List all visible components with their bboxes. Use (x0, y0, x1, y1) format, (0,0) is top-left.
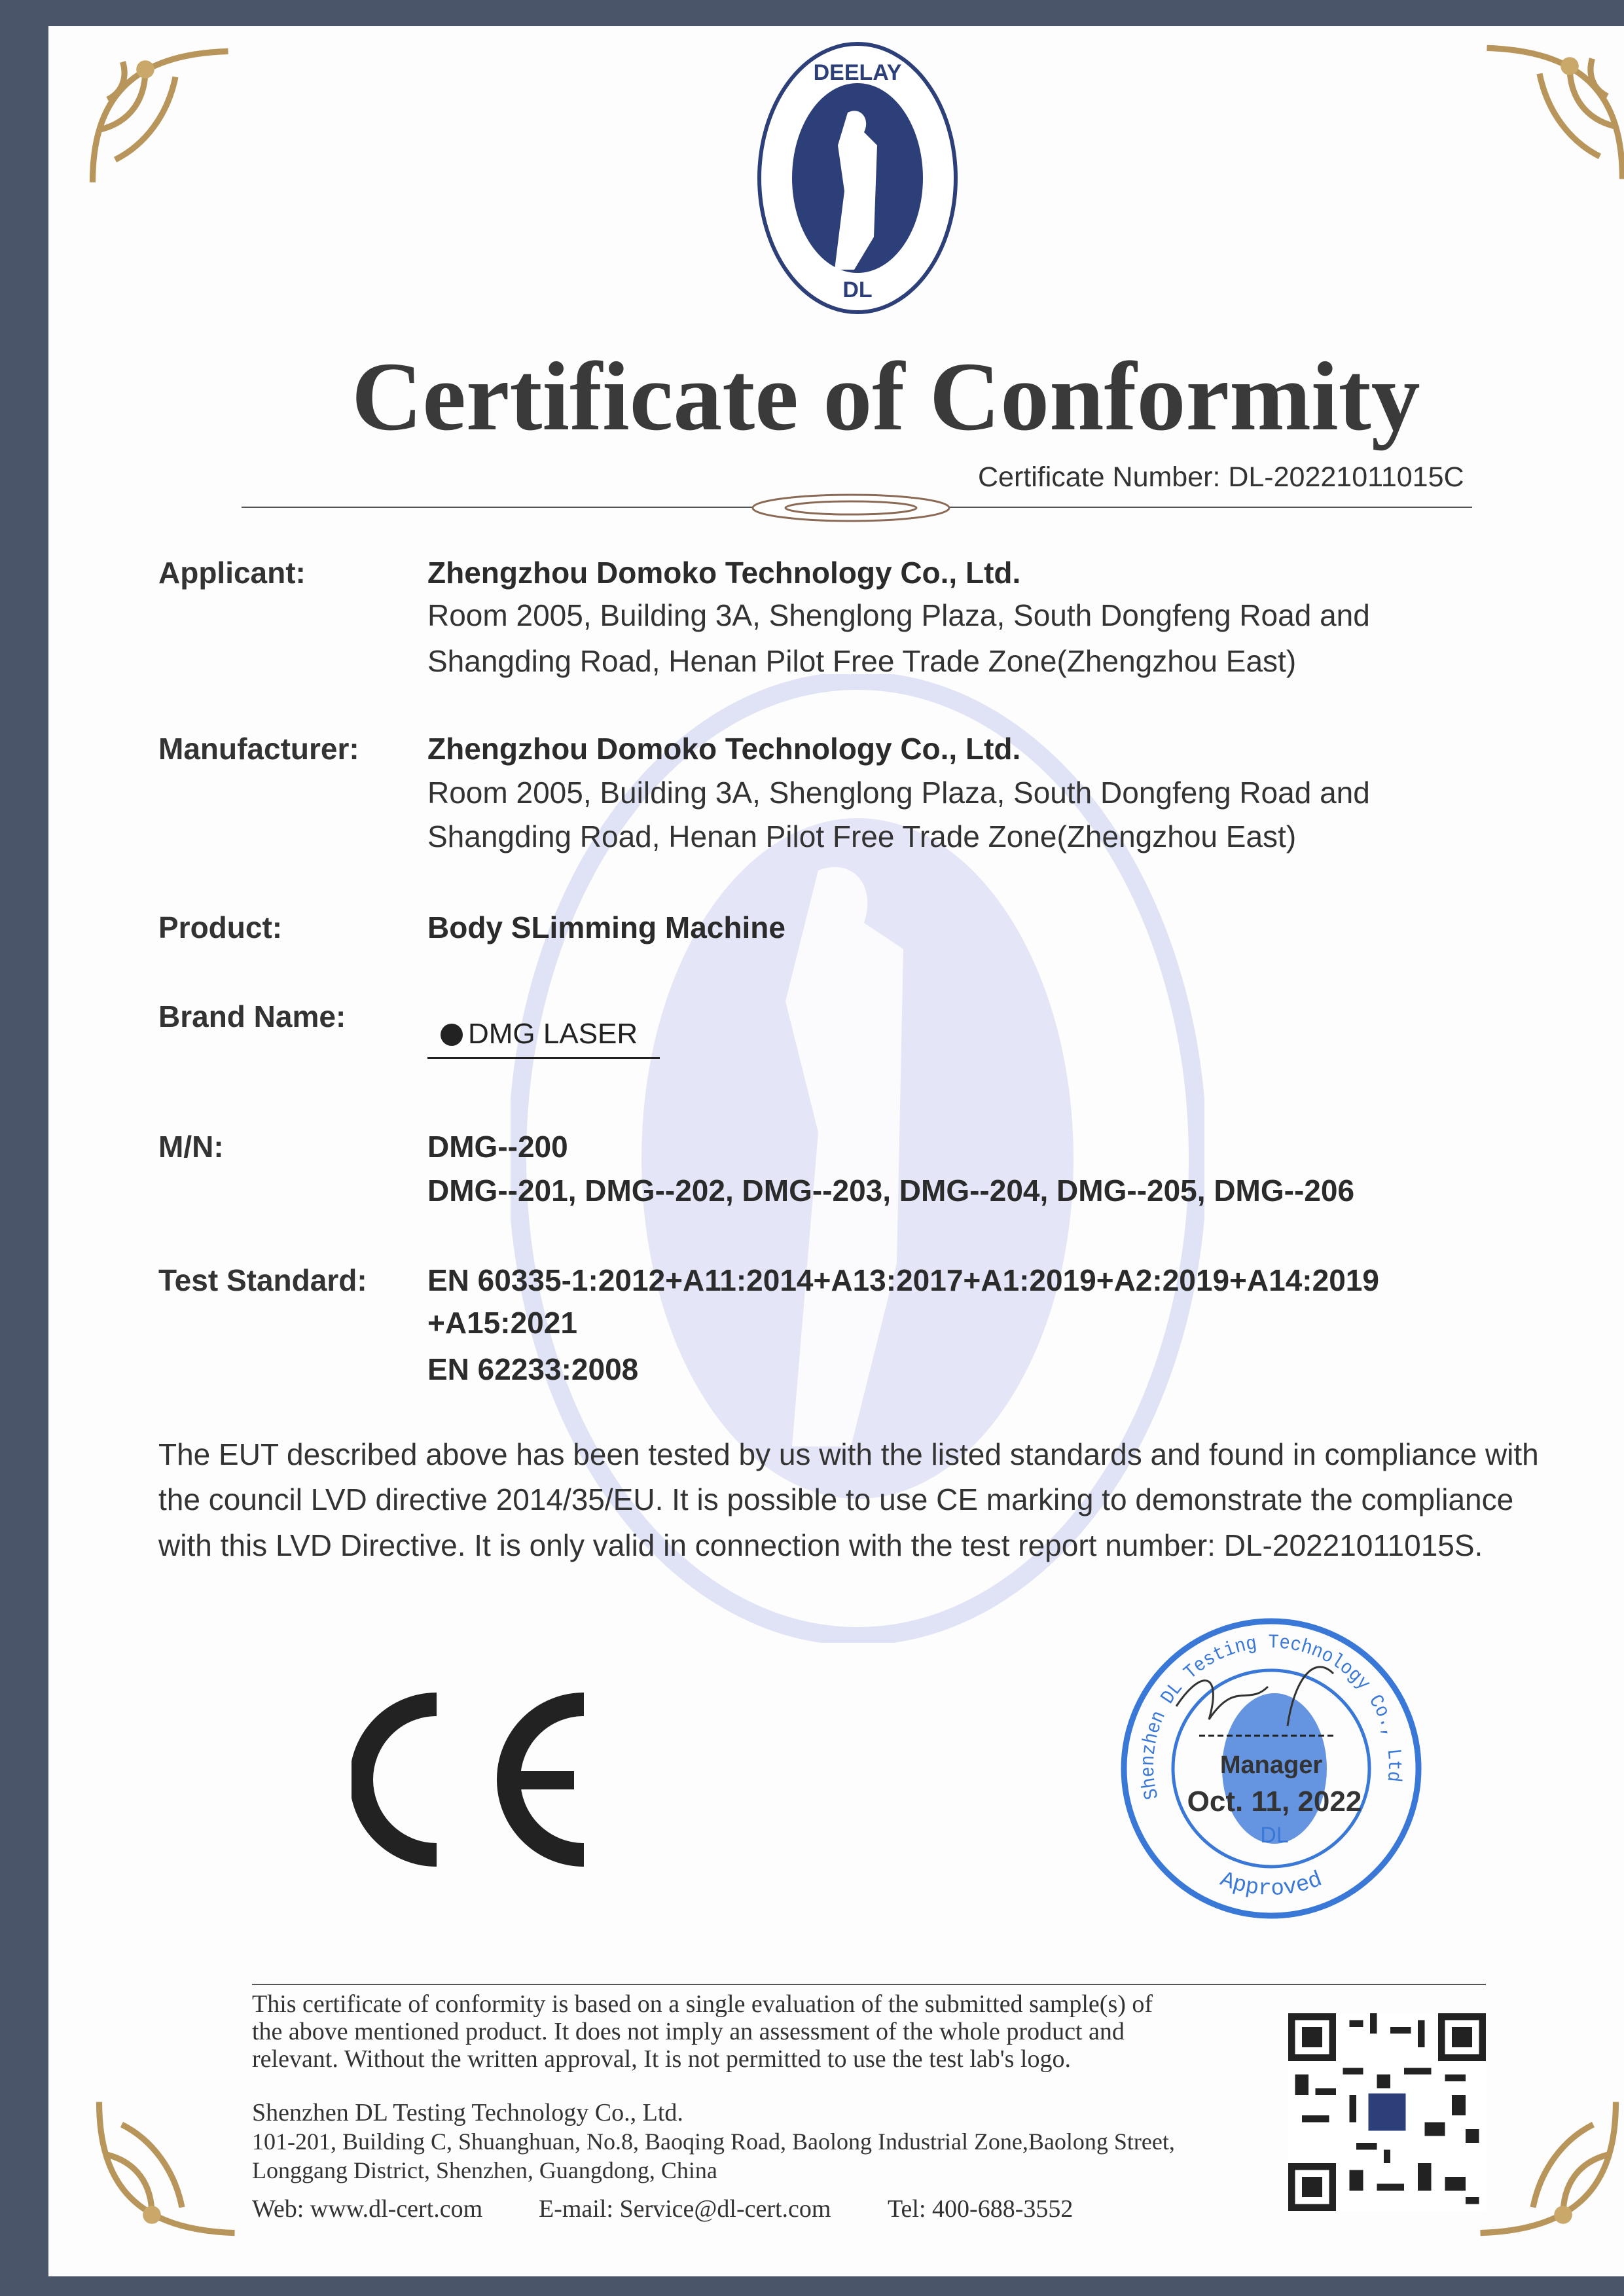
applicant-label: Applicant: (158, 556, 306, 590)
standard-line3: EN 62233:2008 (427, 1352, 639, 1386)
brand-value: DMG LASER (468, 1018, 638, 1050)
standard-line2: +A15:2021 (427, 1306, 577, 1340)
corner-ornament-icon (1479, 36, 1624, 187)
lab-address-line1: 101-201, Building C, Shuanghuan, No.8, Baoqing Road, Baolong Industrial Zone,Baolong Street, (252, 2128, 1175, 2155)
lab-web-link[interactable]: Web: www.dl-cert.com (252, 2195, 483, 2223)
svg-text:Approved (1217, 1867, 1326, 1902)
manufacturer-label: Manufacturer: (158, 732, 359, 766)
manufacturer-address-line2: Shangding Road, Henan Pilot Free Trade Zone(Zhengzhou East) (427, 819, 1297, 853)
disclaimer-line: This certificate of conformity is based on a single evaluation of the submitted sample(s) of (252, 1990, 1153, 2018)
stamp-approved-text: Approved (1216, 1867, 1326, 1902)
brand-logo-icon (441, 1024, 463, 1046)
stamp-date: Oct. 11, 2022 (1187, 1785, 1362, 1818)
applicant-address-line1: Room 2005, Building 3A, Shenglong Plaza, South Dongfeng Road and (427, 598, 1370, 632)
statement-line: The EUT described above has been tested by us with the listed standards and found in compliance with (158, 1437, 1539, 1471)
manufacturer-name: Zhengzhou Domoko Technology Co., Ltd. (427, 732, 1021, 766)
footer-divider (252, 1984, 1486, 1985)
statement-line: the council LVD directive 2014/35/EU. It is possible to use CE marking to demonstrate the compliance (158, 1482, 1514, 1516)
approval-stamp (1117, 1615, 1425, 1922)
lab-company-name: Shenzhen DL Testing Technology Co., Ltd. (252, 2099, 683, 2126)
page-title: Certificate of Conformity (352, 342, 1420, 451)
logo-top-text: DEELAY (813, 60, 902, 85)
model-line2: DMG--201, DMG--202, DMG--203, DMG--204, DMG--205, DMG--206 (427, 1174, 1355, 1208)
stamp-ring-text: Shenzhen DL Testing Technology Co., Ltd (1137, 1632, 1405, 1802)
lab-email-link[interactable]: E-mail: Service@dl-cert.com (539, 2195, 831, 2223)
ce-mark-icon (352, 1691, 600, 1868)
model-line1: DMG--200 (427, 1130, 568, 1164)
disclaimer-line: the above mentioned product. It does not imply an assessment of the whole product and (252, 2018, 1125, 2045)
corner-ornament-icon (1473, 2094, 1623, 2245)
lab-phone: Tel: 400-688-3552 (888, 2195, 1074, 2223)
product-value: Body SLimming Machine (427, 910, 785, 944)
stamp-role: Manager (1219, 1751, 1323, 1779)
stamp-center-text: DL (1260, 1823, 1289, 1848)
corner-ornament-icon (92, 2094, 242, 2245)
lab-address-line2: Longgang District, Shenzhen, Guangdong, China (252, 2157, 717, 2183)
deelay-logo (756, 41, 959, 315)
standard-label: Test Standard: (158, 1263, 367, 1297)
brand-logo (427, 1018, 660, 1059)
corner-ornament-icon (85, 39, 236, 190)
logo-bottom-text: DL (842, 278, 873, 302)
standard-line1: EN 60335-1:2012+A11:2014+A13:2017+A1:2019+A2:2019+A14:2019 (427, 1263, 1379, 1297)
applicant-address-line2: Shangding Road, Henan Pilot Free Trade Zone(Zhengzhou East) (427, 644, 1297, 678)
manufacturer-address-line1: Room 2005, Building 3A, Shenglong Plaza, South Dongfeng Road and (427, 776, 1370, 810)
product-label: Product: (158, 910, 283, 944)
brand-label: Brand Name: (158, 999, 346, 1033)
model-label: M/N: (158, 1130, 224, 1164)
statement-line: with this LVD Directive. It is only valid in connection with the test report number: DL-20221011015S. (158, 1528, 1483, 1562)
disclaimer-line: relevant. Without the written approval, It is not permitted to use the test lab's logo. (252, 2045, 1071, 2073)
divider-ornament-icon (746, 490, 956, 526)
applicant-name: Zhengzhou Domoko Technology Co., Ltd. (427, 556, 1021, 590)
qr-code[interactable] (1288, 2013, 1486, 2211)
certificate-number: Certificate Number: DL-20221011015C (978, 461, 1464, 493)
